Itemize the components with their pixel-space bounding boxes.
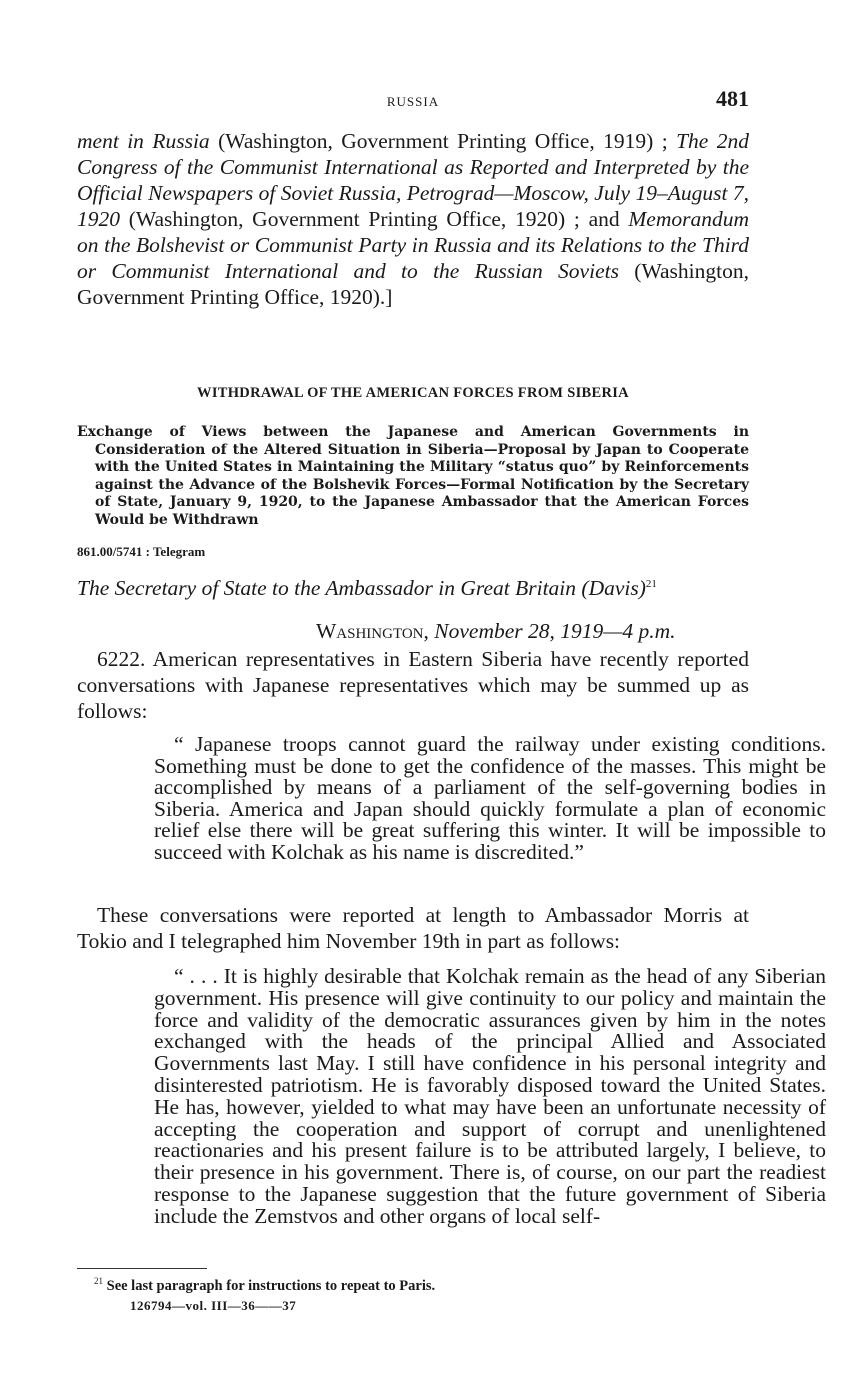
- footnote: [94, 1276, 435, 1295]
- page-number: 481: [716, 86, 749, 111]
- paragraph-1-text: 6222. American representatives in Eastern Siberia have recently reported conversations with Japanese representatives which may be summed up as follows:: [77, 647, 749, 723]
- dateline: [316, 619, 676, 644]
- intro-title-1: ment in Russia: [77, 129, 210, 153]
- intro-title-3: Memorandum on the Bolshevist or Communist Party in Russia and its Relations to the Third or Communist International and to the Russian Soviets: [77, 207, 749, 283]
- intro-text-2: (Washington, Government Printing Office, 1919) ;: [209, 129, 677, 153]
- intro-text-4: (Washington, Government Printing Office, 1920) ; and: [120, 207, 629, 231]
- paragraph-1: [77, 646, 749, 724]
- paragraph-2-text: These conversations were reported at length to Ambassador Morris at Tokio and I telegraphed him November 19th in part as follows:: [77, 903, 749, 953]
- footnote-ref-marker: 21: [645, 577, 657, 590]
- document-heading: [77, 576, 749, 601]
- running-head: [77, 86, 749, 116]
- intro-text-6: (Washington, Government Printing Office, 1920).]: [77, 259, 749, 309]
- paragraph-2: [77, 902, 749, 954]
- dateline-place: Washington,: [316, 619, 429, 643]
- footnote-text: See last paragraph for instructions to repeat to Paris.: [103, 1277, 436, 1294]
- section-summary: Exchange of Views between the Japanese and American Governments in Consideration of the Altered Situation in Siberia—Proposal by Japan to Cooperate with the United States in Maintaining the Military “status quo” by Reinforcements against the Advance of the Bolshevik Forces—Formal Notification by the Secretary of State, January 9, 1920, to the Japanese Ambassador that the American Forces Would be Withdrawn: [77, 424, 749, 528]
- file-reference: 861.00/5741 : Telegram: [77, 544, 206, 559]
- section-heading: WITHDRAWAL OF THE AMERICAN FORCES FROM SIBERIA: [197, 385, 629, 401]
- footnote-marker: 21: [94, 1276, 103, 1286]
- intro-paragraph: [77, 128, 749, 310]
- document-heading-text: The Secretary of State to the Ambassador in Great Britain (Davis): [77, 576, 646, 600]
- quote-1-text: “ Japanese troops cannot guard the railway under existing conditions. Something must be done to get the confidence of the masses. This might be accomplished by means of a parliament of the self-governing bodies in Siberia. America and Japan should quickly formulate a plan of economic relief else there will be great suffering this winter. It will be impossible to succeed with Kolchak as his name is discredited.”: [154, 732, 826, 864]
- quote-2-text: “ . . . It is highly desirable that Kolchak remain as the head of any Siberian government. His presence will give continuity to our policy and maintain the force and validity of the democratic assurances given by him in the notes exchanged with the heads of the principal Allied and Associated Governments last May. I still have confidence in his personal integrity and disinterested patriotism. He is favorably disposed toward the United States. He has, however, yielded to what may have been an unfortunate necessity of accepting the cooperation and support of corrupt and unenlightened reactionaries and his present failure is to be attributed largely, I believe, to their presence in his government. There is, of course, on our part the readiest response to the Japanese suggestion that the future government of Siberia include the Zemstvos and other organs of local self-: [154, 964, 826, 1228]
- intro-title-2: The 2nd Congress of the Communist International as Reported and Interpreted by the Official Newspapers of Soviet Russia, Petrograd—Moscow, July 19–August 7, 1920: [77, 129, 749, 231]
- footnote-rule: [77, 1268, 207, 1269]
- print-code: 126794—vol. III—36——37: [130, 1298, 297, 1313]
- running-title: RUSSIA: [386, 94, 440, 109]
- dateline-date: November 28, 1919—4 p.m.: [434, 619, 676, 643]
